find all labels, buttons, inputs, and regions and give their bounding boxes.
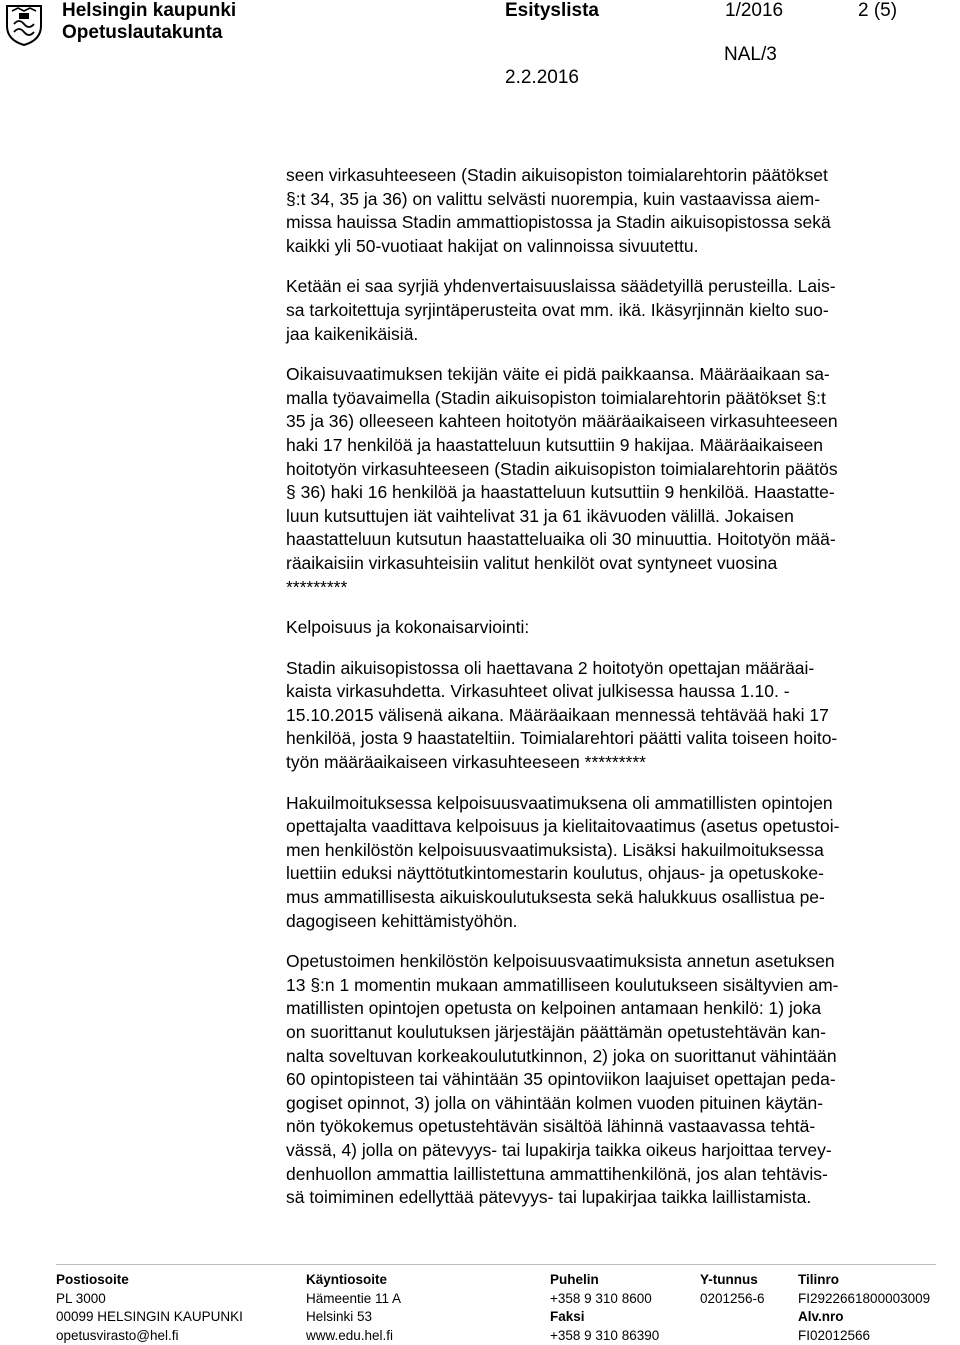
text-line: haki 17 henkilöä ja haastatteluun kutsuttiin 9 hakijaa. Määräaikaiseen [286,434,824,455]
text-line: luettiin eduksi näyttötutkintomestarin koulutus, ohjaus- ja opetuskoke- [286,863,824,884]
document-number: 1/2016 [725,0,784,21]
text-line: on suorittanut koulutuksen järjestäjän päättämän opetustehtävän kan- [286,1022,826,1042]
text-line: opettajalta vaadittava kelpoisuus ja kielitaitovaatimus (asetus opetustoi- [286,816,840,837]
text-line: luun kutsuttujen iät vaihtelivat 31 ja 61 ikävuoden välillä. Jokaisen [286,505,794,526]
department-name: Opetuslautakunta [62,22,223,43]
footer-value: 00099 HELSINGIN KAUPUNKI [56,1309,243,1325]
footer-website: www.edu.hel.fi [306,1327,394,1343]
footer-value: 0201256-6 [700,1290,765,1306]
text-line: seen virkasuhteeseen (Stadin aikuisopiston toimialarehtorin päätökset [286,165,828,185]
text-line: sa tarkoitettuja syrjintäperusteita ovat mm. ikä. Ikäsyrjinnän kielto suo- [286,299,829,320]
text-line: dagogiseen kehittämistyöhön. [286,910,518,931]
text-line: § 36) haki 16 henkilöä ja haastatteluun kutsuttiin 9 henkilöä. Haastatte- [286,482,835,503]
text-line: Kelpoisuus ja kokonaisarviointi: [286,617,530,638]
text-line: Opetustoimen henkilöstön kelpoisuusvaatimuksista annetun asetuksen [286,951,835,972]
text-line: hoitotyön virkasuhteeseen (Stadin aikuisopiston toimialarehtorin päätös [286,458,838,479]
paragraph [286,164,946,258]
text-line: §:t 34, 35 ja 36) on valittu selvästi nuorempia, kuin vastaavissa aiem- [286,188,821,209]
footer-label: Käyntiosoite [306,1272,388,1287]
footer-email: opetusvirasto@hel.fi [56,1327,179,1343]
footer-phone-fax [550,1271,659,1345]
footer-value: +358 9 310 8600 [550,1290,652,1306]
footer-visiting-address [306,1271,401,1345]
footer-label: Y-tunnus [700,1272,758,1287]
paragraph [286,363,946,599]
text-line: Oikaisuvaatimuksen tekijän väite ei pidä paikkaansa. Määräaikaan sa- [286,364,830,385]
section-code: NAL/3 [724,44,777,65]
text-line: mus ammatillisesta aikuiskoulutuksesta sekä halukkuus osallistua pe- [286,887,825,908]
text-line: jaa kaikenikäisiä. [286,323,419,344]
document-date: 2.2.2016 [505,67,579,88]
text-line: Stadin aikuisopistossa oli haettavana 2 hoitotyön opettajan määräai- [286,657,815,678]
page-number: 2 (5) [858,0,898,21]
text-line: vässä, 4) jolla on pätevyys- tai lupakirja taikka oikeus harjoittaa tervey- [286,1139,832,1160]
document-type: Esityslista [505,0,599,21]
text-line: henkilöä, josta 9 haastateltiin. Toimialarehtori päätti valita toiseen hoito- [286,728,838,749]
helsinki-crest-logo [4,2,44,46]
footer-value: Helsinki 53 [306,1309,373,1325]
text-line: haastatteluun kutsutun haastatteluaika oli 30 minuuttia. Hoitotyön mää- [286,529,836,550]
text-line: gogiset opinnot, 3) jolla on vähintään kolmen vuoden pituinen käytän- [286,1092,824,1113]
paragraph [286,792,946,934]
footer-value: PL 3000 [56,1290,106,1306]
text-line: nön työkokemus opetustehtävän sisältöä lähinnä vastaavassa tehtä- [286,1116,816,1137]
footer-label: Puhelin [550,1272,599,1287]
footer-label: Tilinro [798,1272,840,1287]
text-line: men henkilöstön kelpoisuusvaatimuksista). Lisäksi hakuilmoituksessa [286,839,824,860]
organization-name: Helsingin kaupunki [62,0,237,21]
paragraph [286,950,946,1210]
text-line: 35 ja 36) olleeseen kahteen hoitotyön määräaikaiseen virkasuhteeseen [286,411,838,432]
text-line: sä toimiminen edellyttää pätevyys- tai lupakirjaa taikka laillistamista. [286,1187,812,1208]
text-line: 60 opintopisteen tai vähintään 35 opintoviikon laajuiset opettajan peda- [286,1069,836,1090]
text-line: ********* [286,576,348,597]
text-line: räaikaisiin virkasuhteisiin valitut henkilöt ovat syntyneet vuosina [286,552,778,573]
paragraph [286,275,946,346]
footer-bank-vat [798,1271,930,1345]
text-line: Ketään ei saa syrjiä yhdenvertaisuuslaissa säädetyillä perusteilla. Lais- [286,276,836,297]
footer-value: FI02012566 [798,1327,871,1343]
footer-divider [56,1264,936,1265]
text-line: 15.10.2015 välisenä aikana. Määräaikaan mennessä tehtävää haki 17 [286,704,829,725]
text-line: Hakuilmoituksessa kelpoisuusvaatimuksena oli ammatillisten opintojen [286,792,833,813]
footer-postal-address [56,1271,243,1345]
text-line: kaikki yli 50-vuotiaat hakijat on valinnoissa sivuutettu. [286,235,699,256]
text-line: malla työavaimella (Stadin aikuisopiston toimialarehtorin päätökset §:t [286,387,826,408]
footer-value: Hämeentie 11 A [306,1290,402,1306]
footer-label: Faksi [550,1309,585,1325]
text-line: matillisten opintojen opetusta on kelpoinen antamaan henkilö: 1) joka [286,998,822,1019]
paragraph [286,657,946,775]
footer-business-id [700,1271,765,1308]
document-body [286,164,946,1227]
footer-label: Postiosoite [56,1272,129,1287]
text-line: missa hauissa Stadin ammattiopistossa ja Stadin aikuisopistossa sekä [286,212,831,233]
text-line: 13 §:n 1 momentin mukaan ammatilliseen koulutukseen sisältyvien am- [286,974,839,995]
paragraph [286,616,946,640]
footer-value: FI2922661800003009 [798,1290,931,1306]
text-line: työn määräaikaiseen virkasuhteeseen ********* [286,752,646,773]
footer-label: Alv.nro [798,1309,844,1325]
footer-value: +358 9 310 86390 [550,1327,660,1343]
text-line: kaista virkasuhdetta. Virkasuhteet olivat julkisessa haussa 1.10. - [286,681,790,702]
text-line: denhuollon ammattia laillistettuna ammattihenkilönä, jos alan tehtävis- [286,1163,828,1184]
text-line: nalta soveltuvan korkeakoulututkinnon, 2) joka on suorittanut vähintään [286,1045,837,1066]
